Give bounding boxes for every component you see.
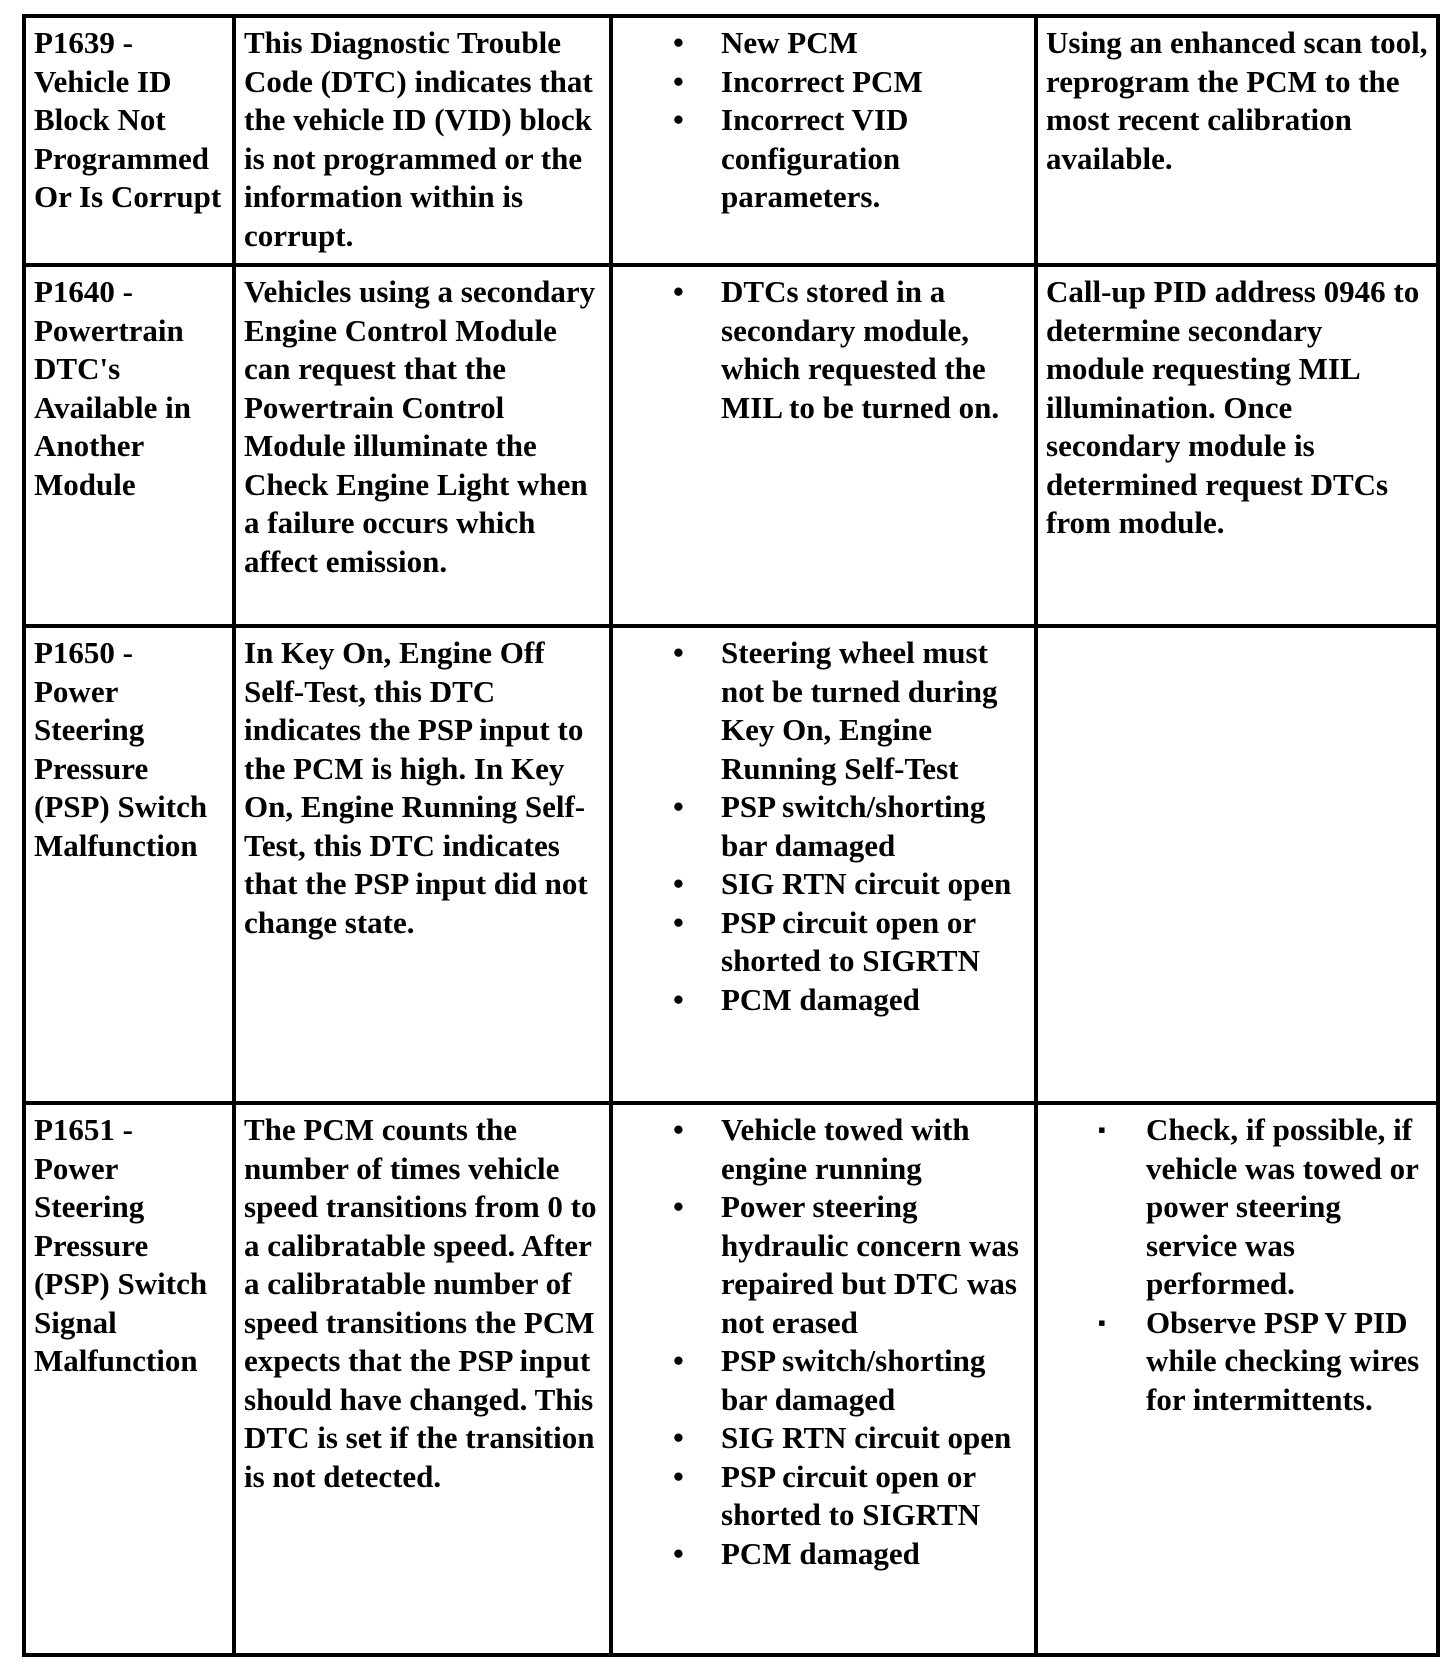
dtc-causes-cell xyxy=(611,626,1036,1103)
dtc-code: P1639 - Vehicle ID Block Not Programmed Or Is Corrupt xyxy=(34,25,222,214)
table-row xyxy=(24,626,1438,1103)
table-row xyxy=(24,1103,1438,1655)
cause-item: • Power steering hydraulic concern was repaired but DTC was not erased xyxy=(621,1188,1026,1342)
dtc-code-cell xyxy=(24,16,234,265)
dtc-code-cell xyxy=(24,626,234,1103)
cause-item: • SIG RTN circuit open xyxy=(621,865,1026,904)
dtc-action-cell xyxy=(1036,265,1438,626)
cause-item: • DTCs stored in a secondary module, which requested the MIL to be turned on. xyxy=(621,273,1026,427)
cause-item: • PCM damaged xyxy=(621,1535,1026,1574)
dtc-description: This Diagnostic Trouble Code (DTC) indicates that the vehicle ID (VID) block is not programmed or the information within is corrupt. xyxy=(244,25,593,253)
dtc-description-cell xyxy=(234,1103,611,1655)
cause-list xyxy=(621,634,1026,1019)
cause-item: • PSP circuit open or shorted to SIGRTN xyxy=(621,1458,1026,1535)
action-item: ▪ Observe PSP V PID while checking wires for intermittents. xyxy=(1046,1304,1428,1420)
cause-item: • Incorrect PCM xyxy=(621,63,1026,102)
cause-list xyxy=(621,1111,1026,1573)
dtc-description: The PCM counts the number of times vehicle speed transitions from 0 to a calibratable speed. After a calibratable number of speed transitions the PCM expects that the PSP input should have changed. This DTC is set if the transition is not detected. xyxy=(244,1112,597,1494)
dtc-code: P1640 - Powertrain DTC's Available in Another Module xyxy=(34,274,192,502)
cause-item: • PSP switch/shorting bar damaged xyxy=(621,1342,1026,1419)
dtc-description-cell xyxy=(234,265,611,626)
dtc-code-cell xyxy=(24,1103,234,1655)
dtc-description: In Key On, Engine Off Self-Test, this DTC indicates the PSP input to the PCM is high. In Key On, Engine Running Self-Test, this DTC indicates that the PSP input did not change state. xyxy=(244,635,588,940)
action-item: ▪ Check, if possible, if vehicle was towed or power steering service was performed. xyxy=(1046,1111,1428,1304)
cause-item: • PSP switch/shorting bar damaged xyxy=(621,788,1026,865)
cause-item: • New PCM xyxy=(621,24,1026,63)
dtc-action: Using an enhanced scan tool, reprogram the PCM to the most recent calibration available. xyxy=(1046,25,1428,176)
cause-item: • PSP circuit open or shorted to SIGRTN xyxy=(621,904,1026,981)
dtc-code-cell xyxy=(24,265,234,626)
cause-item: • Vehicle towed with engine running xyxy=(621,1111,1026,1188)
cause-item: • Incorrect VID configuration parameters. xyxy=(621,101,1026,217)
dtc-causes-cell xyxy=(611,1103,1036,1655)
action-list xyxy=(1046,1111,1428,1419)
dtc-causes-cell xyxy=(611,16,1036,265)
dtc-description: Vehicles using a secondary Engine Control Module can request that the Powertrain Control Module illuminate the Check Engine Light when a failure occurs which affect emission. xyxy=(244,274,596,579)
dtc-description-cell xyxy=(234,626,611,1103)
dtc-action-cell xyxy=(1036,16,1438,265)
dtc-code: P1651 - Power Steering Pressure (PSP) Switch Signal Malfunction xyxy=(34,1112,208,1378)
dtc-action: Call-up PID address 0946 to determine secondary module requesting MIL illumination. Once secondary module is determined request DTCs from module. xyxy=(1046,274,1420,540)
dtc-code: P1650 - Power Steering Pressure (PSP) Switch Malfunction xyxy=(34,635,208,863)
cause-item: • SIG RTN circuit open xyxy=(621,1419,1026,1458)
dtc-action-cell xyxy=(1036,626,1438,1103)
table-row xyxy=(24,265,1438,626)
table-row xyxy=(24,16,1438,265)
dtc-action-cell xyxy=(1036,1103,1438,1655)
cause-list xyxy=(621,273,1026,427)
cause-item: • Steering wheel must not be turned during Key On, Engine Running Self-Test xyxy=(621,634,1026,788)
dtc-table xyxy=(22,14,1440,1657)
cause-list xyxy=(621,24,1026,217)
dtc-causes-cell xyxy=(611,265,1036,626)
dtc-description-cell xyxy=(234,16,611,265)
cause-item: • PCM damaged xyxy=(621,981,1026,1020)
